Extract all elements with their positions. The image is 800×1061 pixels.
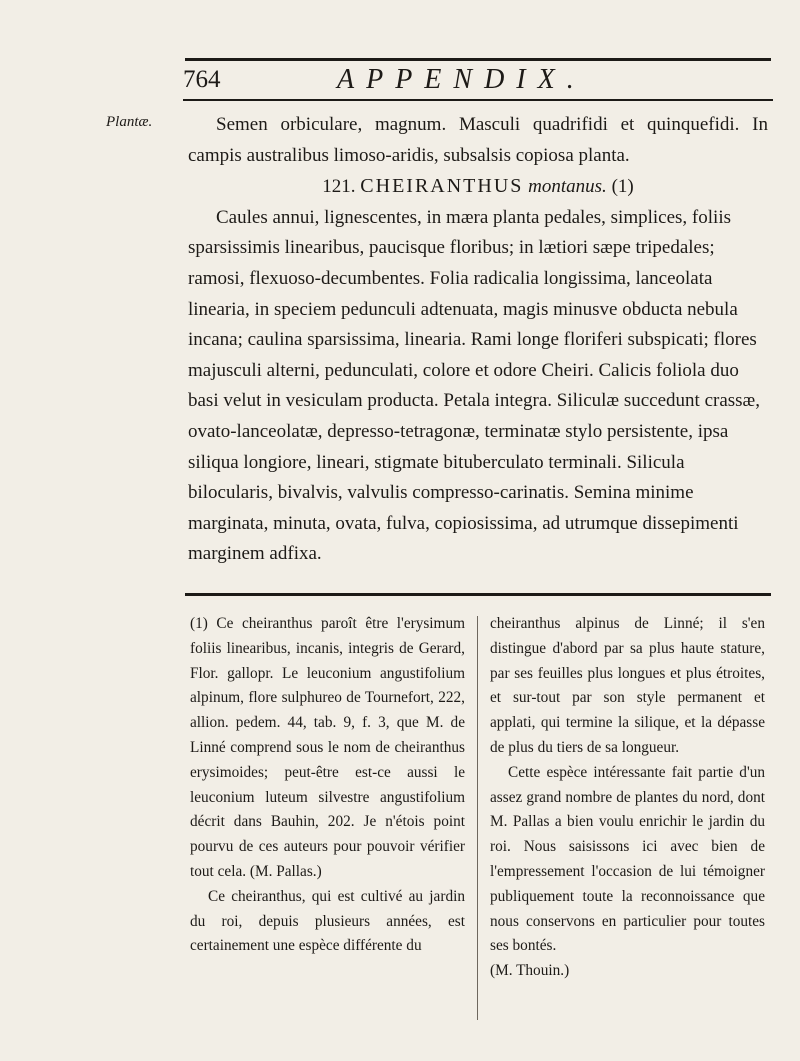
species-heading: [188, 171, 768, 203]
note-thouin: Cette espèce intéressante fait partie d'un assez grand nombre de plantes du nord, dont M. Pallas a bien voulu enrichir le jardin du roi. Nous saisissons ici avec bien de l'empressement l'occasion de lui témoigner publiquement toute la reconnoissance que nous conservons en particulier pour toutes ses bontés.: [490, 763, 765, 955]
column-divider: [477, 616, 478, 1020]
page-number: 764: [183, 66, 221, 93]
header-rule: [183, 99, 773, 101]
footnote-column-left: [190, 612, 465, 959]
paragraph-semen: Semen orbiculare, magnum. Masculi quadrifidi et quinquefidi. In campis australibus limoso-aridis, subsalsis copiosa planta.: [188, 114, 768, 166]
note-alpinus: cheiranthus alpinus de Linné; il s'en distingue d'abord par sa plus haute stature, par ses feuilles plus longues et plus étroites, et sur-tout par son style permanent et applati, qui termine la silique, et la dépasse de plus du tiers de sa longueur.: [490, 615, 765, 756]
footnote-column-right: [490, 612, 765, 984]
genus-name: CHEIRANTHUS: [360, 175, 524, 198]
footnotes: [190, 612, 770, 1032]
main-text: [188, 110, 768, 570]
species-epithet: montanus.: [528, 176, 607, 198]
paragraph-description: Caules annui, lignescentes, in mæra planta pedales, simplices, foliis sparsissimis linearibus, paucisque floribus; in lætiori sæpe tripedales; ramosi, flexuoso-decumbentes. Folia radicalia longissima, lanceolata linearia, in speciem pedunculi adtenuata, magis minusve obducta nebula incana; caulina sparsissima, linearia. Rami longe floriferi subspicati; flores majusculi alterni, pedunculati, colore et odore Cheiri. Calicis foliola duo basi velut in vesiculam producta. Petala integra. Siliculæ succedunt crassæ, ovato-lanceolatæ, depresso-tetragonæ, terminatæ stylo persistente, ipsa siliqua longiore, lineari, stigmate bituberculato terminali. Silicula bilocularis, bivalvis, valvulis compresso-carinatis. Semina minime marginata, minuta, ovata, fulva, copiosissima, ad utrumque dissepimenti marginem adfixa.: [188, 206, 760, 565]
note-cultivated: Ce cheiranthus, qui est cultivé au jardin du roi, depuis plusieurs années, est certainement une espèce différente du: [190, 887, 465, 955]
margin-note: Plantæ.: [106, 114, 153, 130]
note-pallas: (1) Ce cheiranthus paroît être l'erysimum foliis linearibus, incanis, integris de Gerard, Flor. gallopr. Le leuconium angustifolium alpinum, flore sulphureo de Tournefort, 222, allion. pedem. 44, tab. 9, f. 3, que M. de Linné comprend sous le nom de cheiranthus erysimoides; peut-être est-ce aussi le leuconium luteum silvestre angustifolium décrit dans Bauhin, 202. Je n'étois point pourvu de ces auteurs pour pouvoir vérifier tout cela. (M. Pallas.): [190, 615, 465, 880]
top-rule: [185, 58, 771, 61]
running-title: APPENDIX.: [337, 64, 586, 95]
page-header: [183, 64, 773, 100]
footnote-ref: (1): [611, 176, 634, 198]
footnote-rule: [185, 593, 771, 596]
note-signature: (M. Thouin.): [490, 962, 570, 980]
species-number: 121.: [322, 176, 356, 198]
